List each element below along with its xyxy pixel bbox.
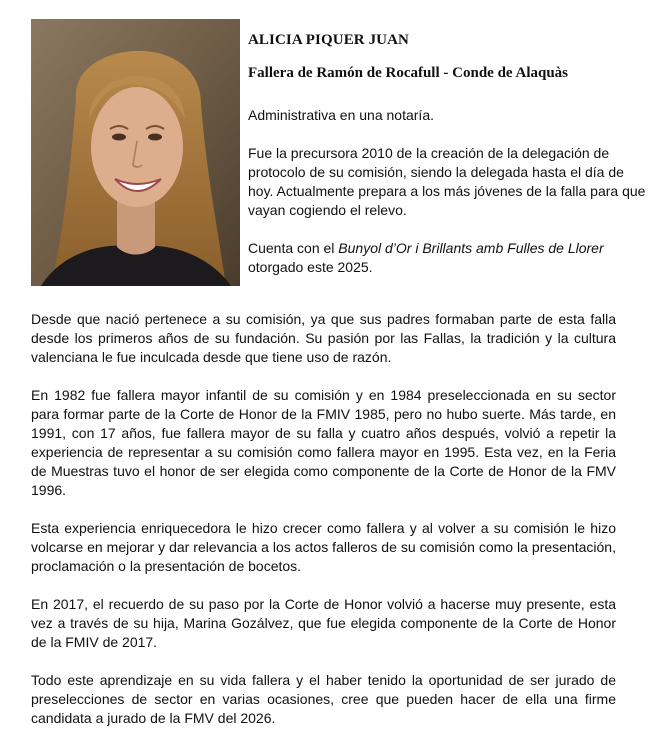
- affiliation: Fallera de Ramón de Rocafull - Conde de Alaquàs: [248, 65, 569, 81]
- bio-paragraph: En 1982 fue fallera mayor infantil de su comisión y en 1984 preseleccionada en su sector para formar parte de la Corte de Honor de la FMIV 1985, pero no hubo suerte. Más tarde, en 1991, con 17 años, fue fallera mayor de su falla y cuatro años después, volvió a repetir la experiencia de representar a su comisión como fallera mayor en 1995. Esta vez, en la Feria de Muestras tuvo el honor de ser elegida como componente de la Corte de Honor de la FMV 1996.: [31, 387, 616, 498]
- award-prefix: Cuenta con el: [248, 240, 339, 256]
- portrait-illustration: [31, 19, 240, 286]
- award-text: [248, 239, 648, 277]
- person-name: ALICIA PIQUER JUAN: [248, 32, 409, 48]
- portrait-photo: [31, 19, 240, 286]
- profile-summary: [248, 106, 648, 277]
- profile-header: [248, 32, 648, 277]
- occupation-text: Administrativa en una notaría.: [248, 107, 434, 123]
- bio-paragraph: Todo este aprendizaje en su vida fallera y el haber tenido la oportunidad de ser jurado de preselecciones de sector en varias ocasiones, cree que pueden hacer de ella una firme candidata a jurado de la FMV del 2026.: [31, 672, 616, 726]
- bio-paragraph: Desde que nació pertenece a su comisión, ya que sus padres formaban parte de esta falla desde los primeros años de su fundación. Su pasión por las Fallas, la tradición y la cultura valenciana le fue inculcada desde que tiene uso de razón.: [31, 311, 616, 365]
- bio-paragraph: Esta experiencia enriquecedora le hizo crecer como fallera y al volver a su comisión le hizo volcarse en mejorar y dar relevancia a los actos falleros de su comisión como la presentación, proclamación o la presentación de bocetos.: [31, 520, 616, 574]
- award-suffix: otorgado este 2025.: [248, 259, 373, 275]
- bio-paragraph: En 2017, el recuerdo de su paso por la Corte de Honor volvió a hacerse muy presente, esta vez a través de su hija, Marina Gozálvez, que fue elegida componente de la Corte de Honor de la FMIV de 2017.: [31, 596, 616, 650]
- biography: [31, 310, 616, 728]
- protocol-text: Fue la precursora 2010 de la creación de la delegación de protocolo de su comisión, siendo la delegada hasta el día de hoy. Actualmente prepara a los más jóvenes de la falla para que vayan cogiendo el relevo.: [248, 145, 646, 218]
- award-name: Bunyol d’Or i Brillants amb Fulles de Llorer: [338, 240, 604, 256]
